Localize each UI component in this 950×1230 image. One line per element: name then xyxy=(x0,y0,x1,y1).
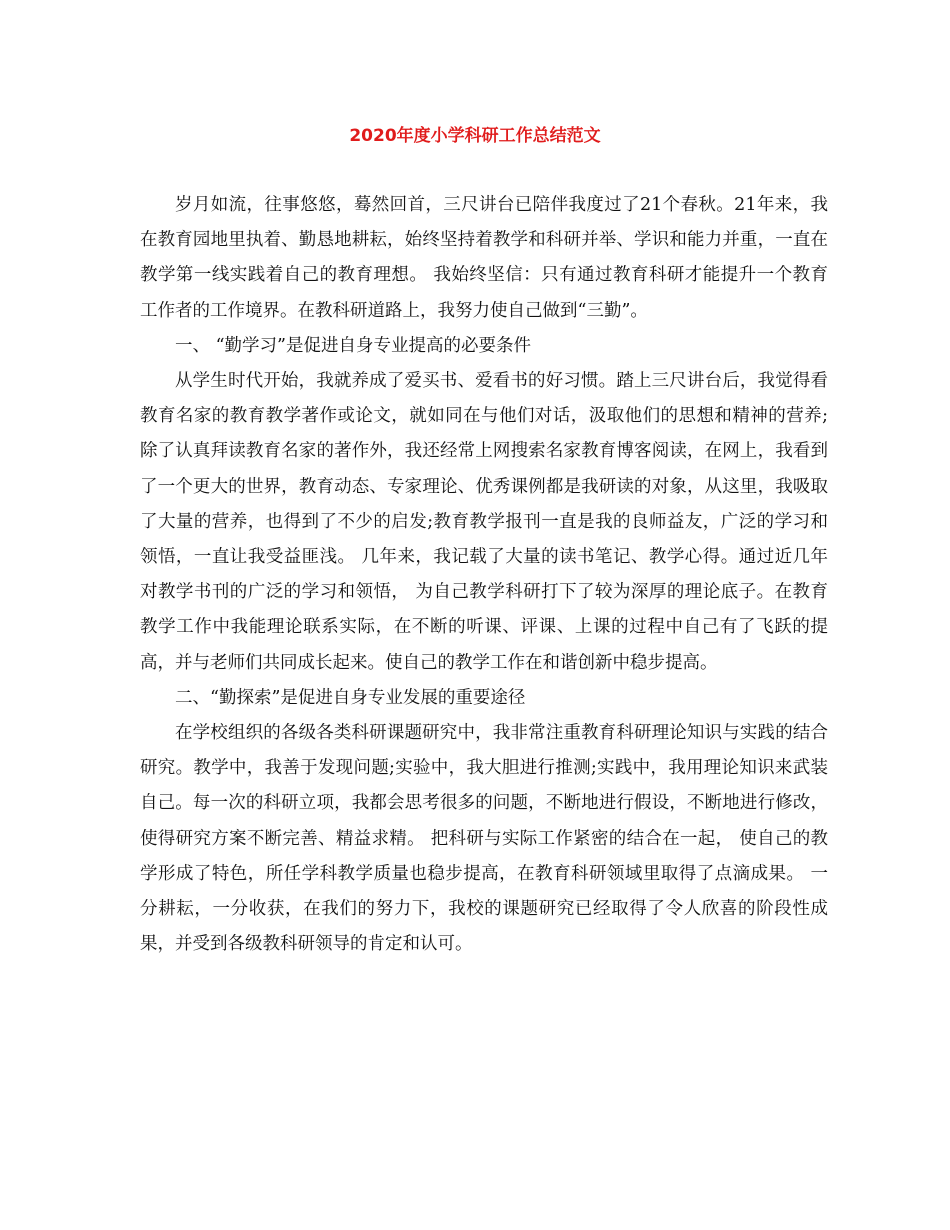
intro-paragraph: 岁月如流，往事悠悠，蓦然回首，三尺讲台已陪伴我度过了21个春秋。21年来，我在教育园地里执着、勤恳地耕耘，始终坚持着教学和科研并举、学识和能力并重，一直在教学第一线实践着自己的教育理想。 我始终坚信：只有通过教育科研才能提升一个教育工作者的工作境界。在教科研道路上，我努力使自己做到“三勤”。 xyxy=(140,195,828,321)
section-2-paragraph: 在学校组织的各级各类科研课题研究中，我非常注重教育科研理论知识与实践的结合研究。教学中，我善于发现问题;实验中，我大胆进行推测;实践中，我用理论知识来武装自己。每一次的科研立项，我都会思考很多的问题，不断地进行假设，不断地进行修改，使得研究方案不断完善、精益求精。 把科研与实际工作紧密的结合在一起， 使自己的教学形成了特色，所任学科教学质量也稳步提高，在教育科研领域里取得了点滴成果。 一分耕耘，一分收获，在我们的努力下，我校的课题研究已经取得了令人欣喜的阶段性成果，并受到各级教科研领导的肯定和认可。 xyxy=(140,723,828,955)
section-1-heading: 一、 “勤学习”是促进自身专业提高的必要条件 xyxy=(175,335,531,356)
section-1-paragraph: 从学生时代开始，我就养成了爱买书、爱看书的好习惯。踏上三尺讲台后，我觉得看教育名家的教育教学著作或论文，就如同在与他们对话，汲取他们的思想和精神的营养;除了认真拜读教育名家的著作外，我还经常上网搜索名家教育博客阅读，在网上，我看到了一个更大的世界，教育动态、专家理论、优秀课例都是我研读的对象，从这里，我吸取了大量的营养，也得到了不少的启发;教育教学报刊一直是我的良师益友，广泛的学习和领悟，一直让我受益匪浅。 几年来，我记载了大量的读书笔记、教学心得。通过近几年对教学书刊的广泛的学习和领悟， 为自己教学科研打下了较为深厚的理论底子。在教育教学工作中我能理论联系实际，在不断的听课、评课、上课的过程中自己有了飞跃的提高，并与老师们共同成长起来。使自己的教学工作在和谐创新中稳步提高。 xyxy=(140,371,828,673)
document-title: 2020年度小学科研工作总结范文 xyxy=(349,126,601,146)
section-2-heading: 二、“勤探索”是促进自身专业发展的重要途径 xyxy=(175,687,526,708)
document-body xyxy=(140,188,828,962)
